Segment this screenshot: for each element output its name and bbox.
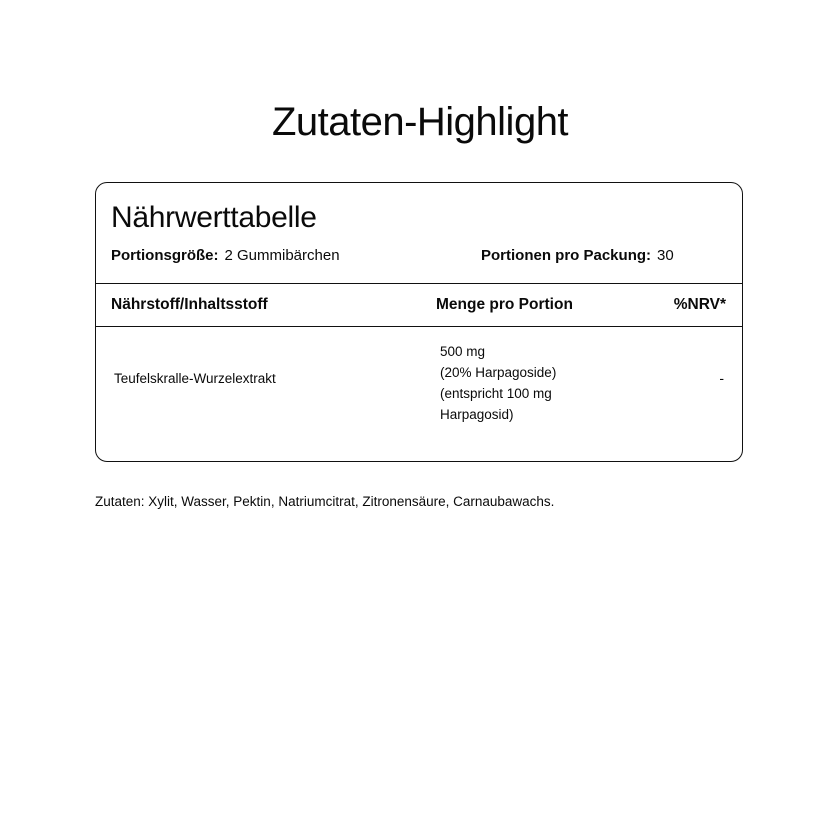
column-header-amount: Menge pro Portion xyxy=(436,296,573,313)
ingredients-text: Zutaten: Xylit, Wasser, Pektin, Natriumcitrat, Zitronensäure, Carnaubawachs. xyxy=(95,494,555,509)
nutrition-table xyxy=(95,182,743,462)
serving-size-label: Portionsgröße: xyxy=(111,247,219,264)
page-title: Zutaten-Highlight xyxy=(271,100,569,144)
divider xyxy=(96,283,742,284)
amount-line: 500 mg xyxy=(440,344,486,359)
amount-line: (entspricht 100 mg xyxy=(440,386,552,401)
servings-per-pack xyxy=(481,247,674,264)
amount-line: Harpagosid) xyxy=(440,407,514,422)
serving-size xyxy=(111,247,340,264)
servings-per-pack-label: Portionen pro Packung: xyxy=(481,247,652,264)
servings-per-pack-value: 30 xyxy=(657,247,674,264)
column-header-nutrient: Nährstoff/Inhaltsstoff xyxy=(111,296,268,313)
table-heading: Nährwerttabelle xyxy=(111,201,317,234)
table-row-nrv: - xyxy=(719,370,724,386)
serving-size-value: 2 Gummibärchen xyxy=(224,247,340,264)
amount-line: (20% Harpagoside) xyxy=(440,365,557,380)
table-row-name: Teufelskralle-Wurzelextrakt xyxy=(114,371,276,386)
column-header-nrv: %NRV* xyxy=(673,296,726,313)
table-row-amount xyxy=(440,341,556,425)
divider xyxy=(96,326,742,327)
